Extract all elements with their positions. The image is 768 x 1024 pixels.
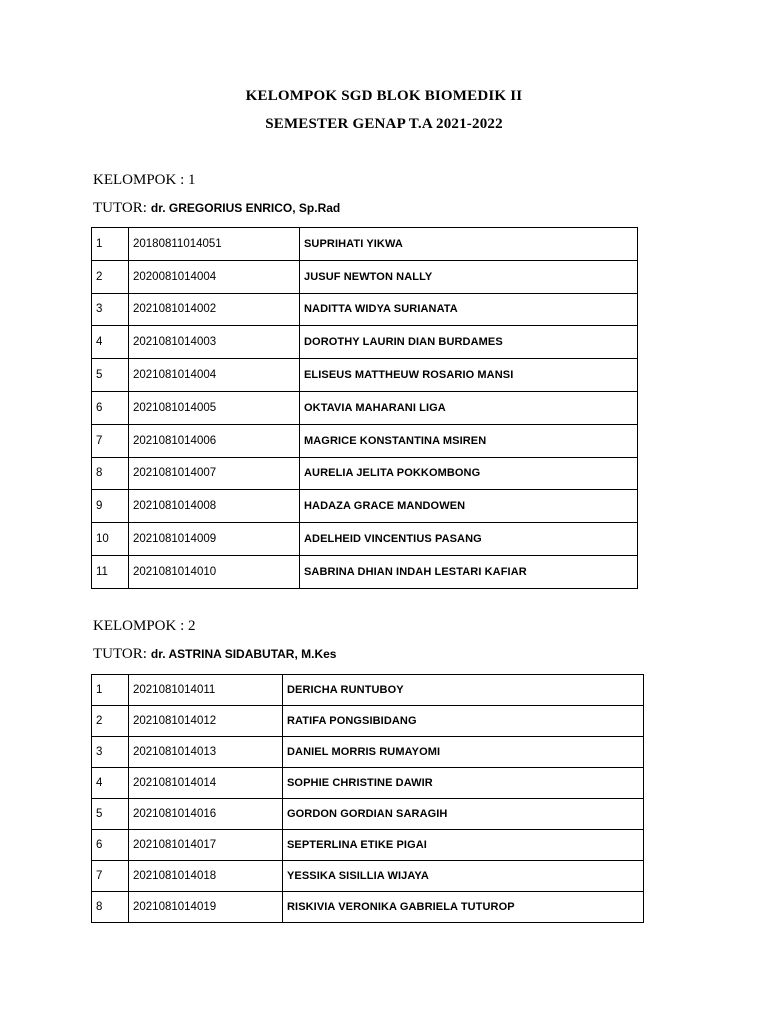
row-number: 4	[92, 768, 129, 799]
table-row	[92, 737, 644, 768]
row-number: 8	[92, 457, 129, 490]
group-2-tutor	[93, 645, 336, 663]
student-id: 2021081014013	[129, 737, 283, 768]
document-subtitle: SEMESTER GENAP T.A 2021-2022	[265, 116, 503, 132]
student-id: 2021081014005	[129, 391, 300, 424]
student-id: 2021081014017	[129, 830, 283, 861]
table-row	[92, 490, 638, 523]
tutor-key: TUTOR:	[93, 646, 147, 662]
row-number: 9	[92, 490, 129, 523]
group-1-label: KELOMPOK : 1	[93, 172, 196, 188]
student-id: 2020081014004	[129, 260, 300, 293]
student-id: 2021081014002	[129, 293, 300, 326]
student-name: DERICHA RUNTUBOY	[283, 675, 644, 706]
group-1-tutor	[93, 199, 340, 217]
student-id: 2021081014016	[129, 799, 283, 830]
student-id: 2021081014009	[129, 523, 300, 556]
row-number: 11	[92, 555, 129, 588]
student-name: OKTAVIA MAHARANI LIGA	[300, 391, 638, 424]
student-name: RATIFA PONGSIBIDANG	[283, 706, 644, 737]
group-2-label: KELOMPOK : 2	[93, 618, 196, 634]
student-name: AURELIA JELITA POKKOMBONG	[300, 457, 638, 490]
student-name: RISKIVIA VERONIKA GABRIELA TUTUROP	[283, 892, 644, 923]
row-number: 6	[92, 830, 129, 861]
table-row	[92, 799, 644, 830]
student-id: 2021081014012	[129, 706, 283, 737]
student-name: NADITTA WIDYA SURIANATA	[300, 293, 638, 326]
row-number: 1	[92, 228, 129, 261]
student-id: 2021081014003	[129, 326, 300, 359]
student-id: 2021081014004	[129, 359, 300, 392]
group-2-table	[91, 674, 644, 923]
table-row	[92, 293, 638, 326]
table-row	[92, 457, 638, 490]
table-row	[92, 555, 638, 588]
student-name: ADELHEID VINCENTIUS PASANG	[300, 523, 638, 556]
tutor-name: dr. GREGORIUS ENRICO, Sp.Rad	[150, 201, 341, 215]
tutor-name: dr. ASTRINA SIDABUTAR, M.Kes	[150, 647, 337, 661]
student-name: SEPTERLINA ETIKE PIGAI	[283, 830, 644, 861]
student-name: ELISEUS MATTHEUW ROSARIO MANSI	[300, 359, 638, 392]
student-name: YESSIKA SISILLIA WIJAYA	[283, 861, 644, 892]
table-row	[92, 830, 644, 861]
row-number: 5	[92, 799, 129, 830]
student-id: 2021081014008	[129, 490, 300, 523]
student-id: 2021081014006	[129, 424, 300, 457]
row-number: 7	[92, 861, 129, 892]
row-number: 10	[92, 523, 129, 556]
row-number: 7	[92, 424, 129, 457]
student-name: GORDON GORDIAN SARAGIH	[283, 799, 644, 830]
row-number: 2	[92, 706, 129, 737]
student-name: MAGRICE KONSTANTINA MSIREN	[300, 424, 638, 457]
student-id: 20180811014051	[129, 228, 300, 261]
table-row	[92, 523, 638, 556]
row-number: 3	[92, 737, 129, 768]
row-number: 4	[92, 326, 129, 359]
student-id: 2021081014011	[129, 675, 283, 706]
table-row	[92, 861, 644, 892]
row-number: 1	[92, 675, 129, 706]
table-row	[92, 228, 638, 261]
row-number: 8	[92, 892, 129, 923]
student-id: 2021081014019	[129, 892, 283, 923]
group-1-table	[91, 227, 638, 589]
table-row	[92, 675, 644, 706]
table-row	[92, 706, 644, 737]
table-row	[92, 424, 638, 457]
row-number: 6	[92, 391, 129, 424]
student-name: SOPHIE CHRISTINE DAWIR	[283, 768, 644, 799]
student-id: 2021081014018	[129, 861, 283, 892]
student-name: HADAZA GRACE MANDOWEN	[300, 490, 638, 523]
tutor-key: TUTOR:	[93, 200, 147, 216]
student-id: 2021081014007	[129, 457, 300, 490]
student-name: DANIEL MORRIS RUMAYOMI	[283, 737, 644, 768]
student-id: 2021081014010	[129, 555, 300, 588]
student-id: 2021081014014	[129, 768, 283, 799]
row-number: 3	[92, 293, 129, 326]
table-row	[92, 768, 644, 799]
table-row	[92, 326, 638, 359]
document-title: KELOMPOK SGD BLOK BIOMEDIK II	[245, 88, 523, 104]
student-name: JUSUF NEWTON NALLY	[300, 260, 638, 293]
student-name: SUPRIHATI YIKWA	[300, 228, 638, 261]
student-name: SABRINA DHIAN INDAH LESTARI KAFIAR	[300, 555, 638, 588]
table-row	[92, 391, 638, 424]
table-row	[92, 260, 638, 293]
table-row	[92, 892, 644, 923]
table-row	[92, 359, 638, 392]
student-name: DOROTHY LAURIN DIAN BURDAMES	[300, 326, 638, 359]
row-number: 5	[92, 359, 129, 392]
row-number: 2	[92, 260, 129, 293]
